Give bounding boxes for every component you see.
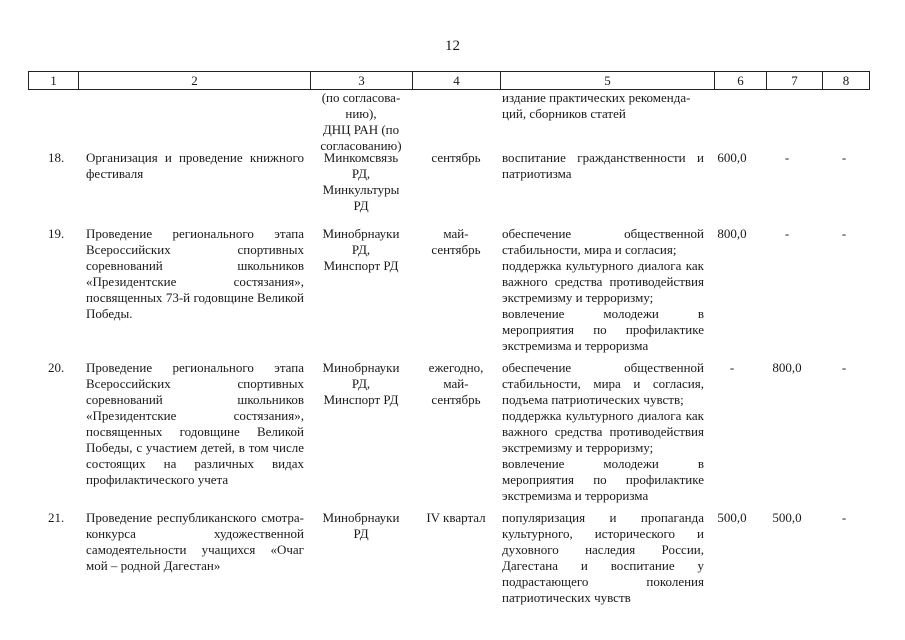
row-21-term: IV квартал (426, 510, 486, 525)
column-header-7: 7 (766, 72, 822, 89)
row-20-year3: - (841, 360, 847, 375)
row-19-event: Проведение регионального этапа Всероссийских спортивных соревнований школьников «Президентские состязания», посвященных 73-й годовщине Великой Победы. (86, 226, 304, 321)
row-20-result: обеспечение общественной стабильности, мира и согласия, подъема патриотических чувств; поддержка культурного диалога как важного средства противодействия экстремизму и терроризму; вовлечение молодежи в мероприятия по профилактике экстремизма и терроризма (502, 360, 704, 503)
row-19-executor: Минобрнауки РД, Минспорт РД (322, 226, 400, 273)
row-21-result: популяризация и пропаганда культурного, исторического и духовного наследия России, Дагестана и воспитание у подрастающего поколения патриотических чувств (502, 510, 704, 605)
column-header-2: 2 (78, 72, 310, 89)
row-20-number: 20. (48, 360, 65, 375)
row-20-event: Проведение регионального этапа Всероссийских спортивных соревнований школьников «Президентские состязания», посвященных годовщине Великой Победы, с участием детей, в том числе состоящих на различных видах профилактического учета (86, 360, 304, 487)
row-21-executor: Минобрнауки РД (322, 510, 400, 541)
row-20-year2: 800,0 (772, 360, 802, 375)
column-header-4: 4 (412, 72, 500, 89)
row-20-executor: Минобрнауки РД, Минспорт РД (322, 360, 400, 407)
page-number: 12 (445, 38, 460, 54)
row-19-number: 19. (48, 226, 65, 241)
row-18-year3: - (841, 150, 847, 165)
row-18-term: сентябрь (431, 150, 481, 165)
column-header-5: 5 (500, 72, 714, 89)
row-19-year3: - (841, 226, 847, 241)
table-header (28, 71, 870, 90)
column-header-8: 8 (822, 72, 870, 89)
row-19-year2: - (784, 226, 790, 241)
row-21-event: Проведение республиканского смотра-конкурса художественной самодеятельности учащихся «Очаг мой – родной Дагестан» (86, 510, 304, 573)
row-19-year1: 800,0 (717, 226, 747, 241)
continuation-result: издание практических рекоменда- ций, сборников статей (502, 90, 691, 121)
row-18-result: воспитание гражданственности и патриотизма (502, 150, 704, 181)
continuation-executor: (по согласова- нию), ДНЦ РАН (по согласованию) (320, 90, 402, 153)
row-18-executor: Минкомсвязь РД, Минкультуры РД (322, 150, 400, 213)
row-21-year1: 500,0 (717, 510, 747, 525)
row-21-year2: 500,0 (772, 510, 802, 525)
row-18-event: Организация и проведение книжного фестиваля (86, 150, 304, 181)
row-21-year3: - (841, 510, 847, 525)
row-18-number: 18. (48, 150, 65, 165)
row-21-number: 21. (48, 510, 65, 525)
column-header-6: 6 (714, 72, 766, 89)
column-header-1: 1 (28, 72, 78, 89)
row-20-term: ежегодно, май- сентябрь (428, 360, 484, 407)
column-header-3: 3 (310, 72, 412, 89)
row-19-result: обеспечение общественной стабильности, мира и согласия; поддержка культурного диалога как важного средства противодействия экстремизму и терроризму; вовлечение молодежи в мероприятия по профилактике экстремизма и терроризма (502, 226, 704, 353)
row-18-year1: 600,0 (717, 150, 747, 165)
row-20-year1: - (729, 360, 735, 375)
row-19-term: май- сентябрь (431, 226, 481, 257)
row-18-year2: - (784, 150, 790, 165)
